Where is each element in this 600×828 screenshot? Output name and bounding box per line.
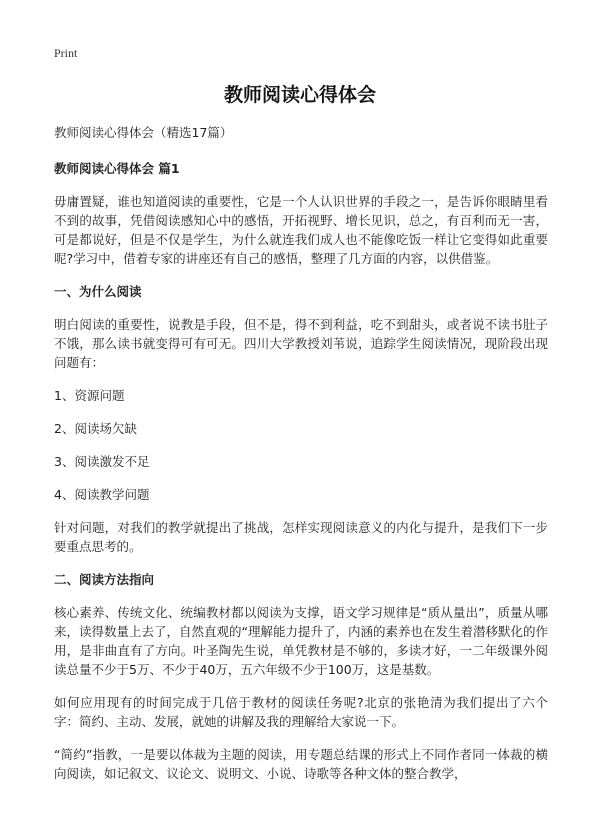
page-title: 教师阅读心得体会 [223, 84, 376, 106]
list-item: 1、资源问题 [54, 388, 125, 403]
list-item: 4、阅读教学问题 [54, 487, 150, 502]
intro-paragraph: 毋庸置疑，谁也知道阅读的重要性，它是一个人认识世界的手段之一，是告诉你眼睛里看不到的故事，凭借阅读感知心中的感悟，开拓视野、增长见识，总之，有百利而无一害，可是都说好，但是不仅是学生，为什么就连我们成人也不能像吃饭一样让它变得如此重要呢?学习中，借着专家的讲座还有自己的感悟，整理了几方面的内容，以供借鉴。 [54, 194, 548, 266]
article-subtitle: 教师阅读心得体会（精选17篇） [54, 125, 233, 140]
heading-reading-method: 二、阅读方法指向 [54, 572, 155, 587]
paragraph-simplicity: “简约”指教，一是要以体裁为主题的阅读，用专题总结课的形式上不同作者同一体裁的横向阅读，如记叙文、议论文、说明文、小说、诗歌等各种文体的整合教学， [54, 747, 548, 781]
paragraph-why-read: 明白阅读的重要性，说教是手段，但不是，得不到利益，吃不到甜头，或者说不读书肚子不饿，那么读书就变得可有可无。四川大学教授刘苇说，追踪学生阅读情况，现阶段出现问题有： [54, 317, 548, 370]
print-link[interactable]: Print [54, 46, 78, 60]
paragraph-core-literacy: 核心素养、传统文化、统编教材都以阅读为支撑，语文学习规律是“质从量出”，质量从哪来，读得数量上去了，自然直观的“理解能力提升了，内涵的素养也在发生着潜移默化的作用，是非曲直有了方向。叶圣陶先生说，单凭教材是不够的，多读才好，一二年级课外阅读总量不少于5万、不少于40万，五六年级不少于100万，这是基数。 [54, 605, 548, 677]
list-item: 2、阅读场欠缺 [54, 421, 137, 436]
article-body [54, 124, 548, 797]
list-item: 3、阅读激发不足 [54, 454, 150, 469]
heading-why-read: 一、为什么阅读 [54, 284, 142, 299]
paragraph-challenge: 针对问题，对我们的教学就提出了挑战，怎样实现阅读意义的内化与提升，是我们下一步要重点思考的。 [54, 520, 548, 554]
paragraph-how-to-apply: 如何应用现有的时间完成于几倍于教材的阅读任务呢?北京的张艳清为我们提出了六个字：简约、主动、发展，就她的讲解及我的理解给大家说一下。 [54, 695, 548, 729]
section-title: 教师阅读心得体会 篇1 [54, 161, 180, 176]
